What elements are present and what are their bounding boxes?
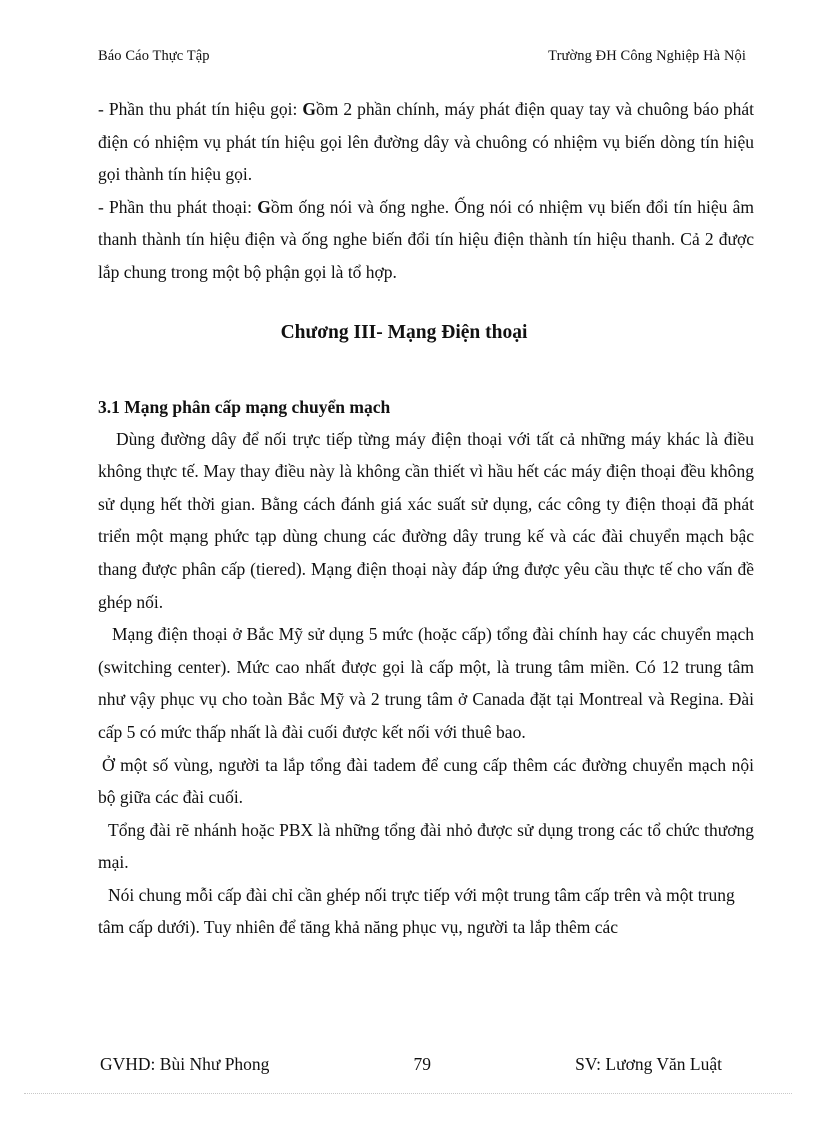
page-body bbox=[98, 93, 754, 944]
paragraph: Mạng điện thoại ở Bắc Mỹ sử dụng 5 mức (hoặc cấp) tổng đài chính hay các chuyển mạch (switching center). Mức cao nhất được gọi là cấp một, là trung tâm miền. Có 12 trung tâm như vậy phục vụ cho toàn Bắc Mỹ và 2 trung tâm ở Canada đặt tại Montreal và Regina. Đài cấp 5 có mức thấp nhất là đài cuối được kết nối với thuê bao. bbox=[98, 624, 754, 742]
footer-student: SV: Lương Văn Luật bbox=[575, 1054, 722, 1074]
paragraph-voice-unit bbox=[98, 191, 754, 289]
paragraph-lead-letter: G bbox=[257, 196, 271, 217]
header-university: Trường ĐH Công Nghiệp Hà Nội bbox=[548, 48, 746, 64]
paragraph-signal-unit bbox=[98, 93, 754, 191]
footer-supervisor: GVHD: Bùi Như Phong bbox=[100, 1054, 270, 1074]
page-footer bbox=[100, 1054, 722, 1075]
page-header bbox=[98, 48, 746, 65]
paragraph: Nói chung mỗi cấp đài chỉ cần ghép nối trực tiếp với một trung tâm cấp trên và một trung tâm cấp dưới). Tuy nhiên để tăng khả năng phục vụ, người ta lắp thêm các bbox=[98, 884, 735, 938]
paragraph: Dùng đường dây để nối trực tiếp từng máy điện thoại với tất cả những máy khác là điều không thực tế. May thay điều này là không cần thiết vì hầu hết các máy điện thoại đều không sử dụng hết thời gian. Bằng cách đánh giá xác suất sử dụng, các công ty điện thoại đã phát triển một mạng phức tạp dùng chung các đường dây trung kế và các đài chuyển mạch bậc thang được phân cấp (tiered). Mạng điện thoại này đáp ứng được yêu cầu thực tế cho vấn đề ghép nối. bbox=[98, 428, 754, 612]
paragraph-lead-letter: G bbox=[302, 99, 316, 119]
paragraph-text: ồm ống nói và ống nghe. Ống nói có nhiệm vụ biến đổi tín hiệu âm thanh thành tín hiệu điện và ống nghe biến đổi tín hiệu điện thành tín hiệu thanh. Cả 2 được lắp chung trong một bộ phận gọi là tổ hợp. bbox=[98, 196, 754, 282]
paragraph: Ở một số vùng, người ta lắp tổng đài tadem để cung cấp thêm các đường chuyển mạch nội bộ giữa các đài cuối. bbox=[98, 754, 754, 808]
paragraph-prefix: - Phần thu phát tín hiệu gọi: bbox=[98, 99, 303, 119]
paragraph-prefix: - Phần thu phát thoại: bbox=[98, 196, 258, 217]
footer-page-number: 79 bbox=[413, 1054, 432, 1074]
section-title: 3.1 Mạng phân cấp mạng chuyển mạch bbox=[98, 396, 391, 417]
header-report-title: Báo Cáo Thực Tập bbox=[98, 48, 210, 64]
page-bottom-divider bbox=[24, 1093, 792, 1094]
paragraph-text: ồm 2 phần chính, máy phát điện quay tay và chuông báo phát điện có nhiệm vụ phát tín hiệu gọi lên đường dây và chuông có nhiệm vụ biến dòng tín hiệu gọi thành tín hiệu gọi. bbox=[98, 99, 754, 185]
paragraph: Tổng đài rẽ nhánh hoặc PBX là những tổng đài nhỏ được sử dụng trong các tổ chức thương mại. bbox=[98, 819, 754, 873]
chapter-title: Chương III- Mạng Điện thoại bbox=[280, 321, 528, 343]
